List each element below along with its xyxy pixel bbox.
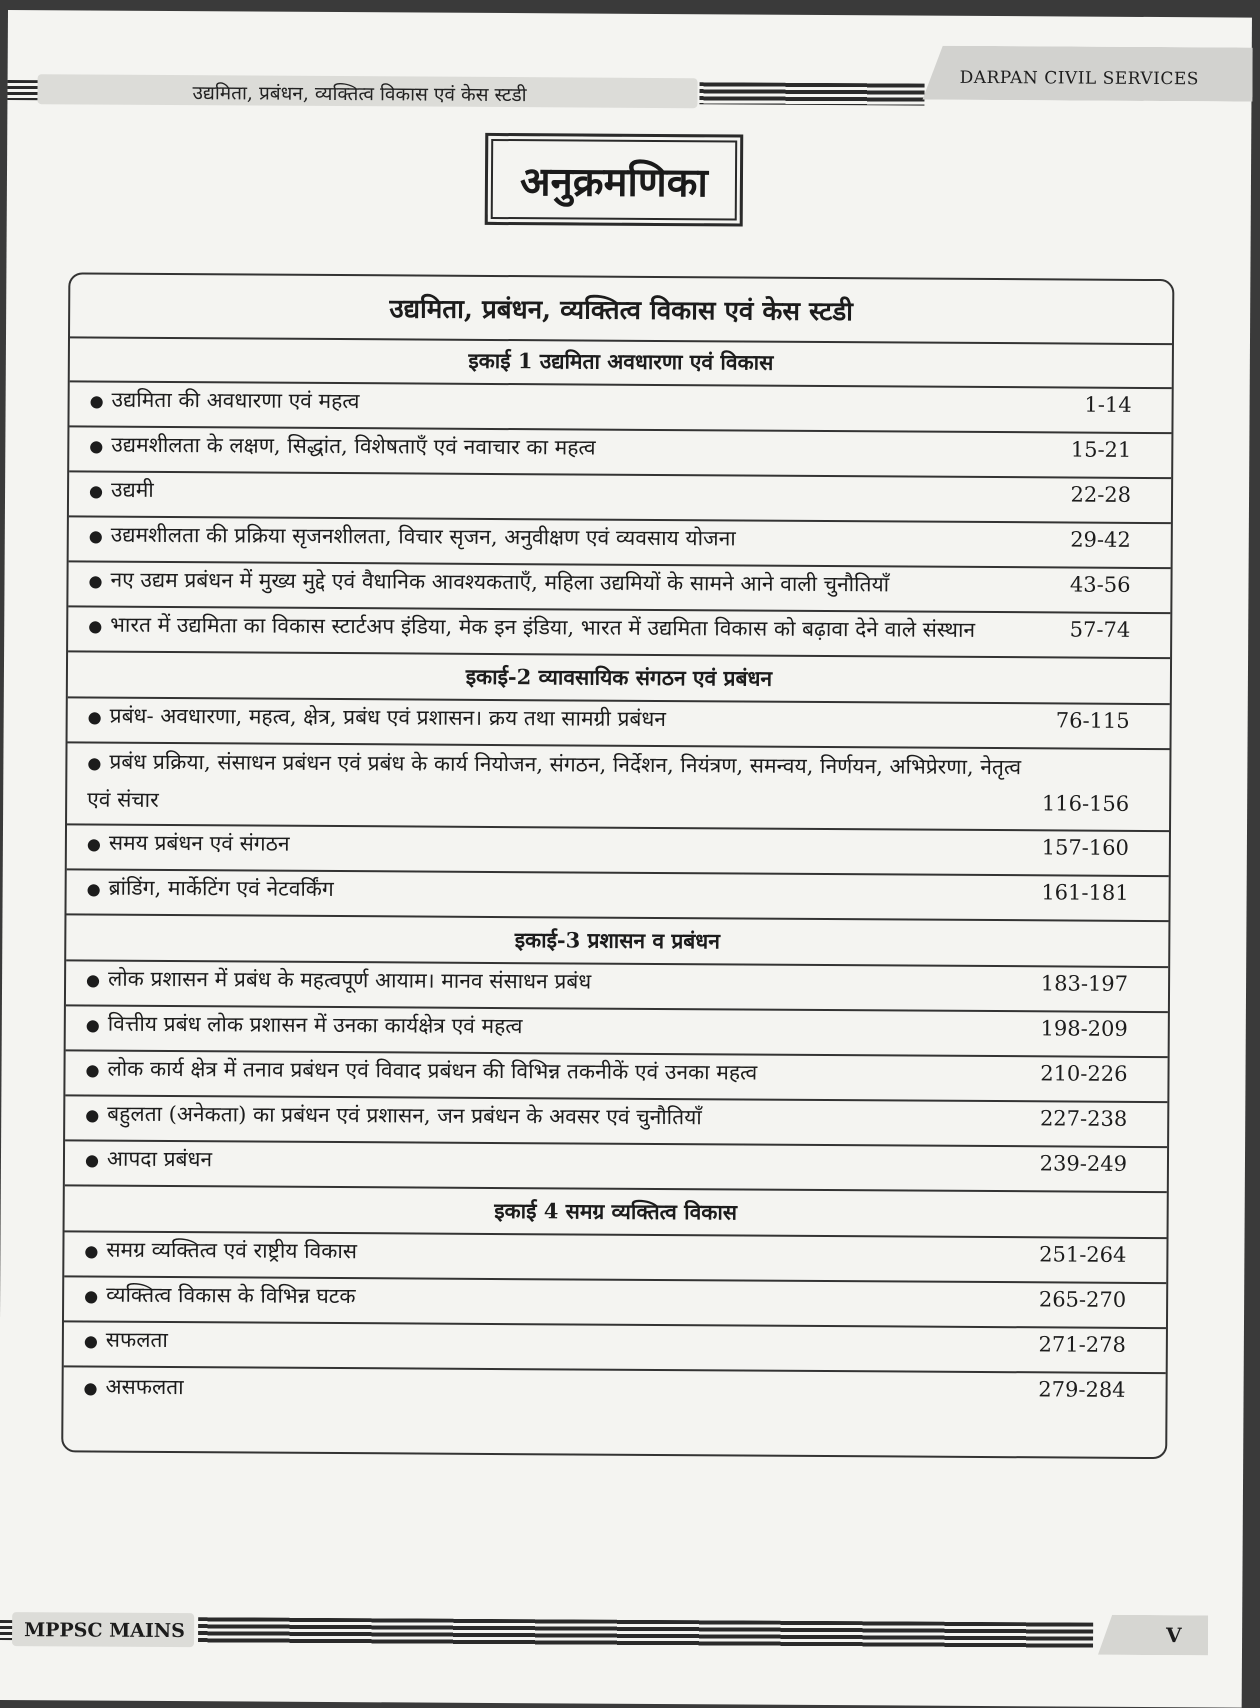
bullet-icon: ● [85,1060,100,1080]
toc-entry-pages: 22-28 [1070,482,1132,507]
bullet-icon: ● [86,879,101,899]
toc-entry [67,825,1169,877]
toc-entry-title [88,698,1048,742]
header-book-title: उद्यमिता, प्रबंधन, व्यक्तित्व विकास एवं केस स्टडी [192,82,527,107]
toc-entry-title [88,562,1048,606]
toc-entry-text: उद्यमशीलता के लक्षण, सिद्धांत, विशेषताएँ एवं नवाचार का महत्व [111,432,596,460]
bullet-icon: ● [89,391,104,411]
toc-entry-pages: 265-270 [1038,1287,1127,1312]
toc-entry [66,961,1168,1013]
brand-name: DARPAN CIVIL SERVICES [959,67,1200,90]
toc-entry [63,1367,1165,1419]
toc-entry-pages: 279-284 [1038,1377,1126,1402]
toc-entry-pages: 57-74 [1069,617,1131,642]
toc-entry [68,698,1170,750]
page-footer [0,1610,1242,1658]
toc-entry-text: भारत में उद्यमिता का विकास स्टार्टअप इंडिया, मेक इन इंडिया, भारत में उद्यमिता विकास को बढ़ावा देने वाले संस्थान [110,612,976,642]
toc-entry [65,1141,1167,1193]
toc-entry-title [87,869,1047,913]
toc-entry-title [83,1368,1043,1412]
toc-entry-text: उद्यमी [110,477,154,502]
unit-heading: इकाई 1 उद्यमिता अवधारणा एवं विकास [70,336,1172,389]
toc-entry [66,1006,1168,1058]
toc-entry [69,472,1171,524]
toc-entry-title [90,382,1050,426]
toc-entry-title [89,517,1049,561]
toc-entry-title [87,824,1047,868]
toc-entry-title [86,960,1046,1004]
page-number: V [1166,1623,1182,1648]
toc-entry-title [84,1321,1044,1365]
toc-entry-pages: 198-209 [1040,1016,1128,1041]
toc-entry-title [89,472,1049,516]
bullet-icon: ● [88,616,103,636]
toc-entry [66,870,1168,922]
toc-entry [68,607,1170,659]
toc-entry-title [84,1231,1044,1275]
toc-entry-pages: 239-249 [1039,1151,1128,1176]
toc-entry-text: समय प्रबंधन एवं संगठन [108,830,290,856]
bullet-icon: ● [89,436,104,456]
toc-entry-pages: 157-160 [1041,835,1129,860]
toc-heading: उद्यमिता, प्रबंधन, व्यक्तित्व विकास एवं केस स्टडी [70,274,1172,345]
toc-entry-text: प्रबंध प्रक्रिया, संसाधन प्रबंधन एवं प्रबंध के कार्य नियोजन, संगठन, निर्देशन, नियंत्रण, समन्वय, निर्णयन, अभिप्रेरणा, नेतृत्व एवं संचार [87,749,1022,812]
toc-entry-text: नए उद्यम प्रबंधन में मुख्य मुद्दे एवं वैधानिक आवश्यकताएँ, महिला उद्यमियों के सामने आने वाली चुनौतियाँ [110,567,890,597]
toc-entry-title [85,1140,1045,1184]
toc-entry [67,743,1169,832]
toc-entry-pages: 210-226 [1040,1061,1128,1086]
bullet-icon: ● [85,1105,100,1125]
toc-body [63,336,1172,1419]
book-page [0,10,1252,1708]
toc-entry-title [89,427,1049,471]
toc-entry-pages: 251-264 [1039,1242,1127,1267]
toc-entry [69,427,1171,479]
toc-entry-text: उद्यमिता की अवधारणा एवं महत्व [111,387,360,414]
toc-entry-pages: 271-278 [1038,1332,1126,1357]
bullet-icon: ● [84,1150,100,1170]
toc-entry-text: लोक प्रशासन में प्रबंध के महत्वपूर्ण आयाम। मानव संसाधन प्रबंध [107,966,592,994]
toc-entry-text: ब्रांडिंग, मार्केटिंग एवं नेटवर्किंग [108,875,334,902]
toc-entry-text: समग्र व्यक्तित्व एवं राष्ट्रीय विकास [106,1237,358,1264]
toc-entry-text: बहुलता (अनेकता) का प्रबंधन एवं प्रशासन, जन प्रबंधन के अवसर एवं चुनौतियाँ [107,1101,702,1130]
bullet-icon: ● [87,707,102,727]
toc-entry-title [87,743,1047,823]
header-rule-right [699,82,924,105]
footer-label: MPPSC MAINS [24,1619,185,1643]
unit-heading: इकाई-2 व्यावसायिक संगठन एवं प्रबंधन [68,652,1170,705]
toc-entry-title [85,1095,1045,1139]
toc-entry-title [86,1005,1046,1049]
page-header [7,72,967,112]
page-title-box [485,133,744,227]
page-title: अनुक्रमणिका [519,157,708,206]
toc-entry-pages: 29-42 [1070,527,1131,552]
toc-entry-pages: 43-56 [1069,572,1131,597]
toc-entry-text: प्रबंध- अवधारणा, महत्व, क्षेत्र, प्रबंध एवं प्रशासन। क्रय तथा सामग्री प्रबंधन [109,703,667,732]
toc-entry-pages: 183-197 [1040,971,1129,996]
toc-entry-pages: 161-181 [1041,880,1129,905]
toc-entry [64,1322,1166,1374]
bullet-icon: ● [84,1241,99,1261]
toc-entry-text: लोक कार्य क्षेत्र में तनाव प्रबंधन एवं विवाद प्रबंधन की विभिन्न तकनीकें एवं उनका महत्व [107,1056,758,1085]
toc-entry-pages: 1-14 [1084,392,1132,417]
toc-entry-pages: 15-21 [1070,437,1132,462]
toc-entry [68,562,1170,614]
bullet-icon: ● [84,1286,99,1306]
toc-entry-text: आपदा प्रबंधन [106,1146,213,1172]
toc-entry-title [88,607,1048,651]
toc-entry [69,382,1171,434]
bullet-icon: ● [88,526,103,546]
toc-table [61,272,1174,1459]
toc-entry-title [84,1276,1044,1320]
toc-entry [64,1232,1166,1284]
toc-entry-text: सफलता [105,1327,168,1353]
bullet-icon: ● [83,1378,98,1398]
bullet-icon: ● [86,970,101,990]
toc-entry-text: वित्तीय प्रबंध लोक प्रशासन में उनका कार्यक्षेत्र एवं महत्व [107,1011,523,1039]
bullet-icon: ● [83,1331,98,1351]
bullet-icon: ● [87,753,102,773]
bullet-icon: ● [86,834,101,854]
bullet-icon: ● [85,1015,100,1035]
unit-heading: इकाई 4 समग्र व्यक्तित्व विकास [65,1186,1167,1239]
toc-entry [64,1277,1166,1329]
toc-entry-pages: 76-115 [1055,708,1130,733]
toc-entry-title [85,1050,1045,1094]
toc-entry-text: असफलता [105,1374,184,1400]
toc-entry [65,1096,1167,1148]
toc-entry [65,1051,1167,1103]
toc-entry-pages: 116-156 [1041,791,1130,816]
toc-entry [69,517,1171,569]
bullet-icon: ● [88,571,103,591]
unit-heading: इकाई-3 प्रशासन व प्रबंधन [66,915,1168,968]
toc-entry-text: उद्यमशीलता की प्रक्रिया सृजनशीलता, विचार सृजन, अनुवीक्षण एवं व्यवसाय योजना [110,522,736,551]
footer-rule [198,1617,1093,1648]
page-number-box [1098,1615,1208,1656]
toc-entry-pages: 227-238 [1039,1106,1128,1131]
toc-entry-text: व्यक्तित्व विकास के विभिन्न घटक [106,1282,356,1309]
bullet-icon: ● [89,481,104,501]
